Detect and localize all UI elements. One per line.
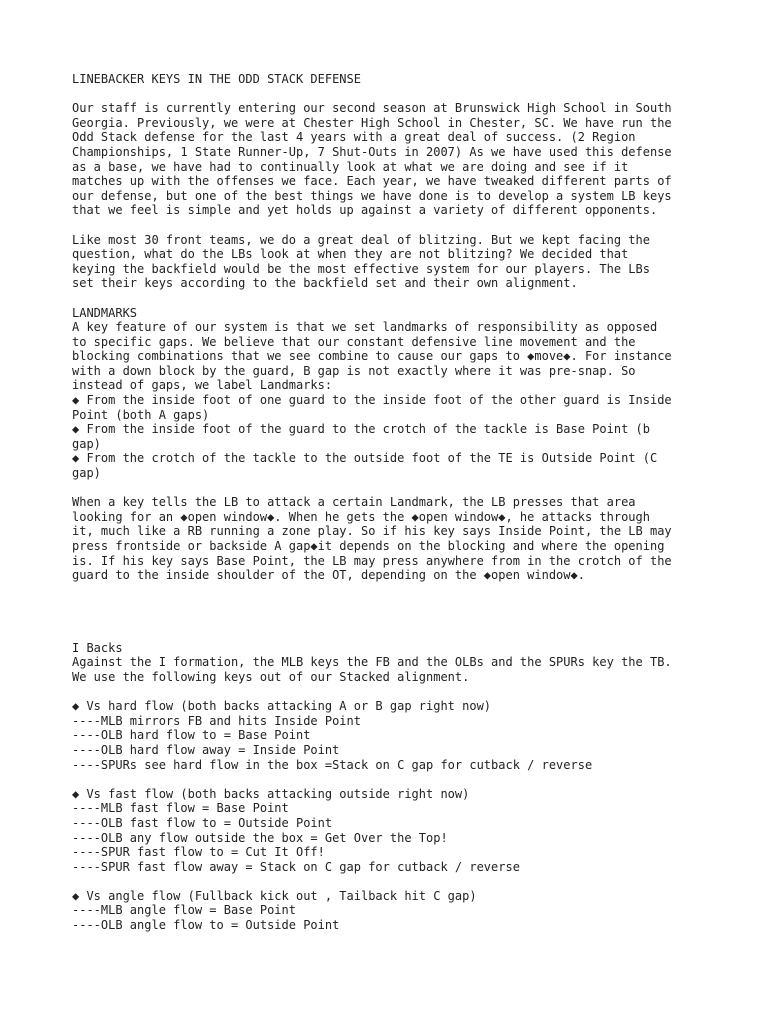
spacer <box>72 87 708 102</box>
spacer <box>72 874 708 889</box>
text-line: to specific gaps. We believe that our constant defensive line movement and the <box>72 334 636 349</box>
spacer <box>72 291 708 306</box>
text-line: press frontside or backside A gap◆it depends on the blocking and where the opening <box>72 539 665 553</box>
text-line: We use the following keys out of our Stacked alignment. <box>72 669 470 684</box>
text-line: gap) <box>72 466 101 481</box>
window-paragraph <box>72 495 708 583</box>
list-item: ----OLB fast flow to = Outside Point <box>72 815 333 830</box>
text-line: Championships, 1 State Runner-Up, 7 Shut-Outs in 2007) As we have used this defense <box>72 144 672 159</box>
spacer <box>72 772 708 787</box>
list-item: ----SPURs see hard flow in the box =Stack on C gap for cutback / reverse <box>72 757 593 772</box>
text-line: as a base, we have had to continually look at what we are doing and see if it <box>72 159 629 174</box>
i-backs-intro <box>72 655 708 684</box>
text-line: question, what do the LBs look at when they are not blitzing? We decided that <box>72 247 629 262</box>
text-line: that we feel is simple and yet holds up against a variety of different opponents. <box>72 203 658 218</box>
landmarks-heading: LANDMARKS <box>72 305 138 320</box>
text-line: set their keys according to the backfield set and their own alignment. <box>72 276 578 291</box>
text-line: looking for an ◆open window◆. When he gets the ◆open window◆, he attacks through <box>72 509 650 524</box>
hard-flow-list <box>72 699 708 772</box>
list-item: ----MLB angle flow = Base Point <box>72 903 296 918</box>
fast-flow-list <box>72 787 708 875</box>
list-item: ----OLB angle flow to = Outside Point <box>72 918 340 933</box>
text-line: our defense, but one of the best things we have done is to develop a system LB keys <box>72 188 672 203</box>
list-item: ----SPUR fast flow away = Stack on C gap for cutback / reverse <box>72 859 520 874</box>
text-line: instead of gaps, we label Landmarks: <box>72 378 333 393</box>
text-line: Point (both A gaps) <box>72 407 210 422</box>
text-line: keying the backfield would be the most effective system for our players. The LBs <box>72 261 650 276</box>
i-backs-heading: I Backs <box>72 640 123 655</box>
text-line: matches up with the offenses we face. Each year, we have tweaked different parts of <box>72 174 672 189</box>
spacer <box>72 218 708 233</box>
intro-paragraph <box>72 101 708 218</box>
text-line: with a down block by the guard, B gap is not exactly where it was pre-snap. So <box>72 363 636 378</box>
bullet-line: ◆ From the inside foot of one guard to the inside foot of the other guard is Inside <box>72 393 672 408</box>
text-line: blocking combinations that we see combine to cause our gaps to ◆move◆. For instance <box>72 349 672 364</box>
text-line: it, much like a RB running a zone play. So if his key says Inside Point, the LB may <box>72 524 672 539</box>
text-line: is. If his key says Base Point, the LB may press anywhere from in the crotch of the <box>72 553 672 568</box>
spacer <box>72 583 708 641</box>
text-line: Like most 30 front teams, we do a great deal of blitzing. But we kept facing the <box>72 232 650 247</box>
list-item: ----SPUR fast flow to = Cut It Off! <box>72 845 325 860</box>
list-item: ----MLB fast flow = Base Point <box>72 801 289 816</box>
document-title: LINEBACKER KEYS IN THE ODD STACK DEFENSE <box>72 72 361 86</box>
text-line: When a key tells the LB to attack a certain Landmark, the LB presses that area <box>72 495 636 510</box>
bullet-line: ◆ From the inside foot of the guard to the crotch of the tackle is Base Point (b <box>72 422 650 437</box>
text-line: Against the I formation, the MLB keys the FB and the OLBs and the SPURs key the TB. <box>72 655 672 670</box>
landmarks-paragraph <box>72 320 708 481</box>
list-item: ----OLB hard flow to = Base Point <box>72 728 311 743</box>
document-page <box>72 72 708 933</box>
list-item: ----MLB mirrors FB and hits Inside Point <box>72 713 361 728</box>
bullet-line: ◆ Vs fast flow (both backs attacking outside right now) <box>72 786 470 801</box>
text-line: Our staff is currently entering our second season at Brunswick High School in South <box>72 101 672 116</box>
text-line: Odd Stack defense for the last 4 years with a great deal of success. (2 Region <box>72 130 636 145</box>
bullet-line: ◆ From the crotch of the tackle to the outside foot of the TE is Outside Point (C <box>72 451 658 466</box>
bullet-line: ◆ Vs angle flow (Fullback kick out , Tailback hit C gap) <box>72 888 477 903</box>
spacer <box>72 481 708 496</box>
text-line: gap) <box>72 436 101 451</box>
list-item: ----OLB hard flow away = Inside Point <box>72 742 340 757</box>
text-line: Georgia. Previously, we were at Chester High School in Chester, SC. We have run the <box>72 115 672 130</box>
text-line: A key feature of our system is that we set landmarks of responsibility as opposed <box>72 320 658 335</box>
spacer <box>72 685 708 700</box>
bullet-line: ◆ Vs hard flow (both backs attacking A or B gap right now) <box>72 699 492 714</box>
angle-flow-list <box>72 889 708 933</box>
list-item: ----OLB any flow outside the box = Get Over the Top! <box>72 830 448 845</box>
text-line: guard to the inside shoulder of the OT, depending on the ◆open window◆. <box>72 568 585 583</box>
blitz-paragraph <box>72 233 708 291</box>
